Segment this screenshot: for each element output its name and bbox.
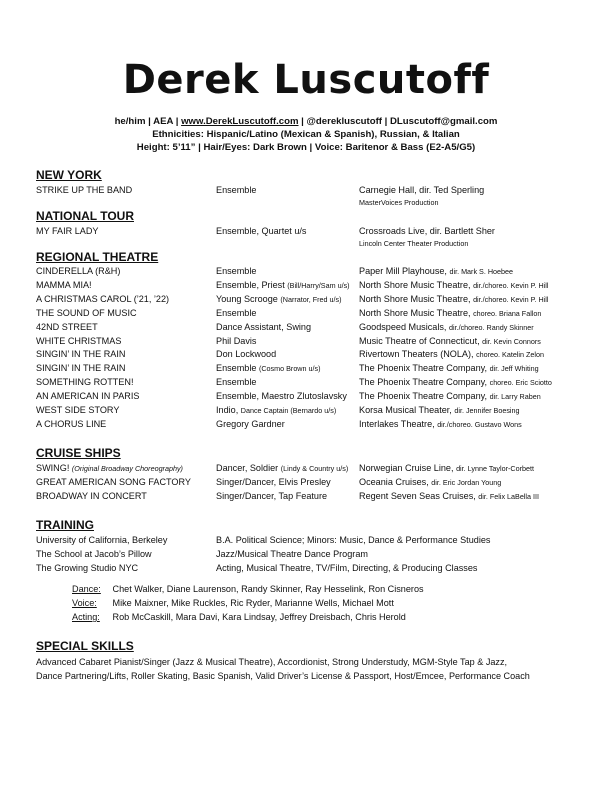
credit-row bbox=[36, 225, 576, 238]
teacher-names: Chet Walker, Diane Laurenson, Randy Skinner, Ray Hesselink, Ron Cisneros bbox=[112, 584, 424, 594]
teacher-label: Acting: bbox=[72, 612, 100, 622]
training-row bbox=[36, 548, 576, 561]
credit-row bbox=[36, 404, 576, 417]
venue: North Shore Music Theatre, bbox=[359, 279, 474, 290]
section-cruise-ships: CRUISE SHIPS bbox=[36, 446, 121, 460]
role-cell bbox=[216, 404, 336, 417]
teacher-names: Rob McCaskill, Mara Davi, Kara Lindsay, Jeffrey Dreisbach, Chris Herold bbox=[112, 612, 406, 622]
show-cell bbox=[36, 348, 125, 361]
show-title: GREAT AMERICAN SONG FACTORY bbox=[36, 477, 191, 487]
show-title: A CHORUS LINE bbox=[36, 418, 107, 429]
venue-cell bbox=[359, 307, 541, 320]
show-note: (Original Broadway Choreography) bbox=[71, 464, 183, 473]
role-cell bbox=[216, 279, 350, 292]
director: dir. Felix LaBella III bbox=[478, 492, 540, 501]
credit-row bbox=[36, 348, 576, 361]
show-cell bbox=[36, 462, 183, 475]
skills-line: Dance Partnering/Lifts, Roller Skating, Basic Spanish, Valid Driver’s License & Passport, Host/Emcee, Performance Coach bbox=[36, 671, 530, 681]
role-cell bbox=[216, 390, 347, 403]
role-note: (Bill/Harry/Sam u/s) bbox=[287, 280, 350, 290]
venue: Paper Mill Playhouse, bbox=[359, 266, 450, 276]
role-cell bbox=[216, 265, 256, 278]
section-special-skills: SPECIAL SKILLS bbox=[36, 639, 134, 653]
show-cell bbox=[36, 404, 119, 417]
show-title: STRIKE UP THE BAND bbox=[36, 185, 133, 195]
venue-cell bbox=[359, 404, 520, 417]
venue: Crossroads Live, dir. Bartlett Sher bbox=[359, 226, 495, 236]
director: choreo. Eric Sciotto bbox=[489, 378, 552, 388]
role-cell bbox=[216, 490, 327, 503]
teachers-acting bbox=[72, 611, 406, 624]
director: dir. Kevin Connors bbox=[482, 336, 541, 346]
role: Singer/Dancer, Elvis Presley bbox=[216, 477, 331, 487]
credit-row bbox=[36, 279, 576, 292]
show-cell bbox=[36, 490, 147, 503]
role-note: (Lindy & Country u/s) bbox=[280, 464, 349, 473]
credit-row bbox=[36, 418, 576, 431]
venue: The Phoenix Theatre Company, bbox=[359, 377, 490, 388]
role-cell bbox=[216, 335, 256, 348]
credit-row bbox=[36, 293, 576, 306]
credit-row bbox=[36, 184, 576, 197]
show-title: A CHRISTMAS CAROL (’21, ’22) bbox=[36, 293, 170, 304]
teacher-label: Dance: bbox=[72, 584, 101, 594]
show-title: SWING! bbox=[36, 463, 72, 473]
teachers-voice bbox=[72, 597, 394, 610]
skills-line: Advanced Cabaret Pianist/Singer (Jazz & Musical Theatre), Accordionist, Strong Understudy, MGM-Style Tap & Jazz, bbox=[36, 657, 508, 667]
role: Ensemble bbox=[216, 266, 257, 276]
program: B.A. Political Science; Minors: Music, Dance & Performance Studies bbox=[216, 535, 491, 545]
role-note: Dance Captain (Bernardo u/s) bbox=[240, 406, 337, 415]
venue: Regent Seven Seas Cruises, bbox=[359, 491, 479, 501]
role: Young Scrooge bbox=[216, 293, 281, 304]
director: dir. Jeff Whiting bbox=[489, 364, 539, 374]
skills-text bbox=[36, 655, 581, 683]
credit-row bbox=[36, 390, 576, 403]
website-link[interactable]: www.DerekLuscutoff.com bbox=[181, 116, 299, 127]
school: University of California, Berkeley bbox=[36, 535, 168, 545]
director: dir./choreo. Randy Skinner bbox=[448, 322, 534, 332]
role-note: (Cosmo Brown u/s) bbox=[258, 364, 321, 374]
show-title: WHITE CHRISTMAS bbox=[36, 335, 122, 346]
venue-cell bbox=[359, 376, 552, 389]
venue: Music Theatre of Connecticut, bbox=[359, 335, 483, 346]
show-title: MAMMA MIA! bbox=[36, 279, 92, 290]
show-cell bbox=[36, 293, 169, 306]
show-cell bbox=[36, 335, 121, 348]
role: Gregory Gardner bbox=[216, 418, 285, 429]
role-cell bbox=[216, 307, 256, 320]
venue: North Shore Music Theatre, bbox=[359, 307, 474, 318]
role: Ensemble bbox=[216, 363, 259, 374]
show-title: SINGIN’ IN THE RAIN bbox=[36, 363, 126, 374]
venue: Goodspeed Musicals, bbox=[359, 321, 449, 332]
director: dir. Larry Raben bbox=[489, 392, 541, 402]
show-title: SOMETHING ROTTEN! bbox=[36, 377, 134, 388]
show-cell bbox=[36, 265, 120, 278]
contact-line bbox=[0, 116, 612, 128]
venue-cell bbox=[359, 490, 539, 503]
role-cell bbox=[216, 362, 320, 375]
director: dir. Lynne Taylor-Corbett bbox=[456, 464, 534, 473]
venue-cell bbox=[359, 321, 534, 334]
role: Ensemble, Quartet u/s bbox=[216, 226, 307, 236]
director: dir./choreo. Kevin P. Hill bbox=[473, 280, 549, 290]
role-cell bbox=[216, 348, 276, 361]
school: The Growing Studio NYC bbox=[36, 563, 139, 573]
role: Dance Assistant, Swing bbox=[216, 321, 312, 332]
show-title: MY FAIR LADY bbox=[36, 226, 99, 236]
role: Ensemble, Priest bbox=[216, 279, 288, 290]
show-title: WEST SIDE STORY bbox=[36, 405, 120, 415]
role: Singer/Dancer, Tap Feature bbox=[216, 491, 328, 501]
venue: The Phoenix Theatre Company, bbox=[359, 363, 490, 374]
role-cell bbox=[216, 293, 342, 306]
director: dir./choreo. Kevin P. Hill bbox=[473, 294, 549, 304]
venue: The Phoenix Theatre Company, bbox=[359, 391, 490, 402]
venue-cell bbox=[359, 418, 522, 431]
training-row bbox=[36, 534, 576, 547]
venue-cell bbox=[359, 476, 501, 489]
school: The School at Jacob’s Pillow bbox=[36, 549, 152, 559]
role: Don Lockwood bbox=[216, 349, 277, 360]
teacher-names: Mike Maixner, Mike Ruckles, Ric Ryder, Marianne Wells, Michael Mott bbox=[112, 598, 394, 608]
role: Dancer, Soldier bbox=[216, 463, 281, 473]
production-note: Lincoln Center Theater Production bbox=[359, 239, 469, 248]
show-cell bbox=[36, 321, 98, 334]
role-cell bbox=[216, 476, 331, 489]
venue-cell bbox=[359, 462, 534, 475]
program: Acting, Musical Theatre, TV/Film, Directing, & Producing Classes bbox=[216, 563, 478, 573]
credit-row bbox=[36, 462, 576, 475]
venue-cell bbox=[359, 348, 544, 361]
role: Ensemble bbox=[216, 377, 257, 388]
venue-cell bbox=[359, 279, 548, 292]
show-title: SINGIN’ IN THE RAIN bbox=[36, 349, 126, 360]
role-note: (Narrator, Fred u/s) bbox=[280, 294, 342, 304]
show-title: 42ND STREET bbox=[36, 321, 98, 332]
show-cell bbox=[36, 390, 139, 403]
venue-cell bbox=[359, 335, 541, 348]
performer-name: Derek Luscutoff bbox=[122, 57, 490, 103]
venue: North Shore Music Theatre, bbox=[359, 293, 474, 304]
ethnicities-line: Ethnicities: Hispanic/Latino (Mexican & Spanish), Russian, & Italian bbox=[152, 129, 460, 140]
show-cell bbox=[36, 279, 92, 292]
show-cell bbox=[36, 362, 125, 375]
role: Ensemble bbox=[216, 307, 257, 318]
show-cell bbox=[36, 376, 134, 389]
venue: Korsa Musical Theater, bbox=[359, 405, 455, 415]
contact-prefix: he/him | AEA | bbox=[114, 116, 182, 127]
role-cell bbox=[216, 418, 285, 431]
director: choreo. Katelin Zelon bbox=[476, 350, 545, 360]
venue-cell bbox=[359, 390, 541, 403]
show-title: AN AMERICAN IN PARIS bbox=[36, 391, 140, 402]
show-cell bbox=[36, 476, 191, 489]
role-cell bbox=[216, 376, 256, 389]
credit-row bbox=[36, 321, 576, 334]
section-regional-theatre: REGIONAL THEATRE bbox=[36, 250, 159, 264]
credit-row bbox=[36, 307, 576, 320]
program: Jazz/Musical Theatre Dance Program bbox=[216, 549, 368, 559]
stats-line: Height: 5’11” | Hair/Eyes: Dark Brown | Voice: Baritenor & Bass (E2-A5/G5) bbox=[136, 142, 476, 153]
role: Indio, bbox=[216, 405, 241, 415]
teachers-dance bbox=[72, 583, 424, 596]
credit-row bbox=[36, 265, 576, 278]
show-title: BROADWAY IN CONCERT bbox=[36, 491, 147, 501]
role: Ensemble bbox=[216, 185, 257, 195]
venue: Interlakes Theatre, bbox=[359, 418, 438, 429]
role-cell bbox=[216, 321, 311, 334]
venue-cell bbox=[359, 293, 548, 306]
director: dir./choreo. Gustavo Wons bbox=[437, 419, 522, 429]
venue: Oceania Cruises, bbox=[359, 477, 432, 487]
venue: Rivertown Theaters (NOLA), bbox=[359, 349, 477, 360]
section-training: TRAINING bbox=[36, 518, 94, 532]
section-new-york: NEW YORK bbox=[36, 168, 102, 182]
show-title: THE SOUND OF MUSIC bbox=[36, 307, 137, 318]
credit-row bbox=[36, 376, 576, 389]
venue-cell bbox=[359, 265, 513, 278]
venue-cell bbox=[359, 362, 539, 375]
director: dir. Jennifer Boesing bbox=[454, 406, 520, 415]
credit-row bbox=[36, 490, 576, 503]
contact-suffix: | @derekluscutoff | DLuscutoff@gmail.com bbox=[298, 116, 498, 127]
role: Ensemble, Maestro Zlutoslavsky bbox=[216, 391, 347, 402]
training-row bbox=[36, 562, 576, 575]
teacher-label: Voice: bbox=[72, 598, 97, 608]
role-cell bbox=[216, 462, 348, 475]
show-cell bbox=[36, 307, 137, 320]
role: Phil Davis bbox=[216, 335, 257, 346]
section-national-tour: NATIONAL TOUR bbox=[36, 209, 134, 223]
production-note: MasterVoices Production bbox=[359, 198, 439, 207]
venue: Norwegian Cruise Line, bbox=[359, 463, 457, 473]
show-cell bbox=[36, 418, 106, 431]
show-title: CINDERELLA (R&H) bbox=[36, 266, 121, 276]
director: dir. Eric Jordan Young bbox=[431, 478, 502, 487]
credit-row bbox=[36, 362, 576, 375]
director: choreo. Briana Fallon bbox=[473, 308, 542, 318]
credit-row bbox=[36, 476, 576, 489]
director: dir. Mark S. Hoebee bbox=[449, 267, 514, 276]
venue: Carnegie Hall, dir. Ted Sperling bbox=[359, 185, 485, 195]
credit-row bbox=[36, 335, 576, 348]
